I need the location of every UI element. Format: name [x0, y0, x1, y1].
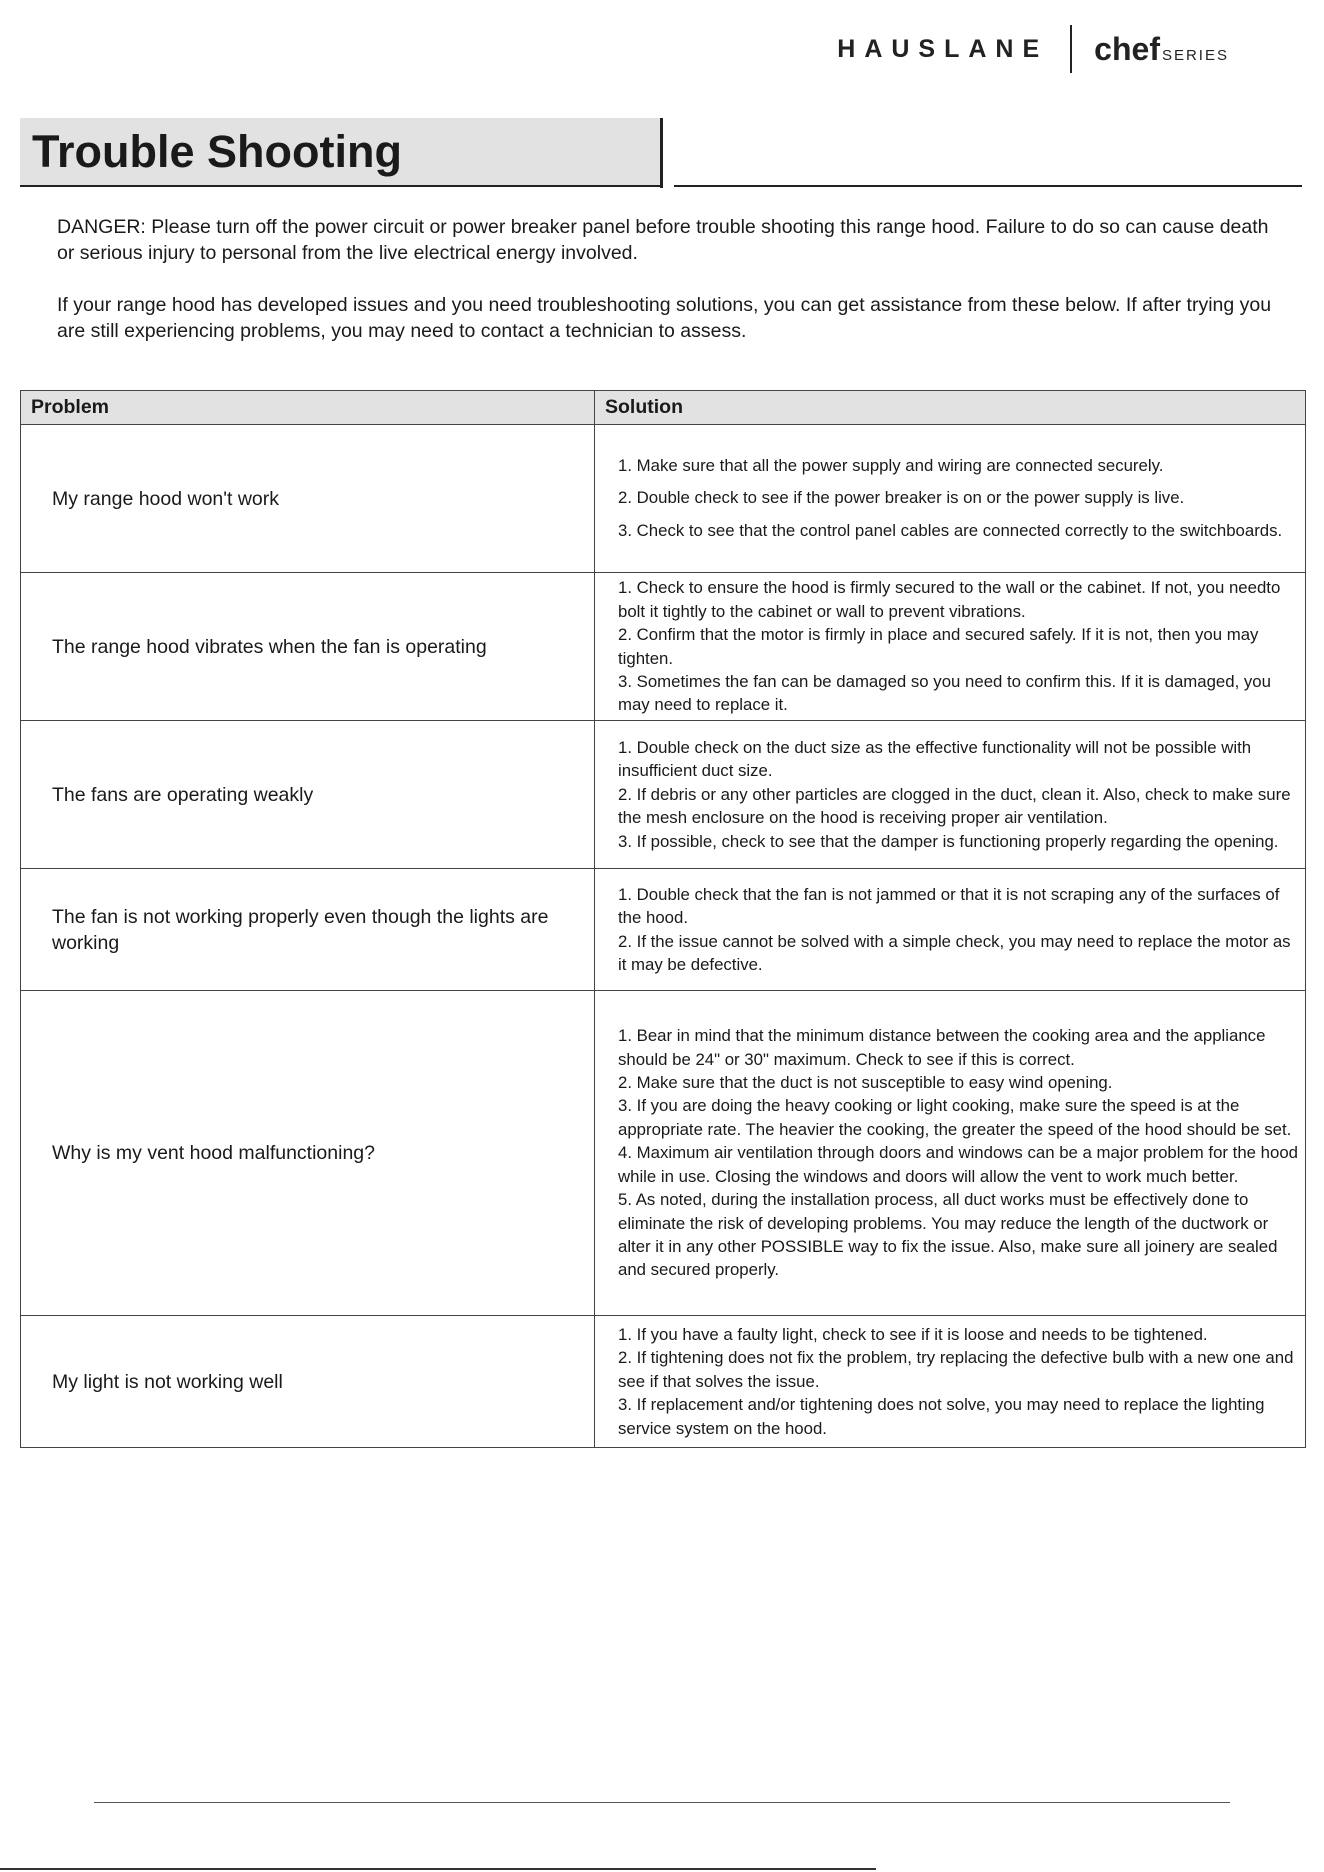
table-row [21, 869, 1306, 991]
danger-paragraph: DANGER: Please turn off the power circuit or power breaker panel before trouble shooting this range hood. Failure to do so can cause death or serious injury to personal from the live electrical energy involved. [57, 216, 1269, 264]
solution-item: 1. Bear in mind that the minimum distance between the cooking area and the appliance should be 24" or 30" maximum. Check to see if this is correct. [618, 1026, 1266, 1069]
solution-item: 1. If you have a faulty light, check to see if it is loose and needs to be tightened. [618, 1324, 1208, 1344]
solution-cell [595, 425, 1306, 573]
brand-name: HAUSLANE [837, 34, 1049, 63]
solution-item: 2. Make sure that the duct is not susceptible to easy wind opening. [618, 1073, 1113, 1093]
solution-item: 3. Check to see that the control panel cables are connected correctly to the switchboards. [618, 520, 1283, 540]
solution-cell [595, 869, 1306, 991]
solution-item: 2. Confirm that the motor is firmly in place and secured safely. If it is not, then you may tighten. [618, 625, 1259, 668]
table-header-row [21, 391, 1306, 425]
solution-cell [595, 573, 1306, 721]
solution-item: 2. If debris or any other particles are clogged in the duct, clean it. Also, check to make sure the mesh enclosure on the hood is receiving proper air ventilation. [618, 784, 1291, 828]
solution-item: 2. If tightening does not fix the problem, try replacing the defective bulb with a new one and see if that solves the issue. [618, 1348, 1294, 1391]
solution-cell [595, 721, 1306, 869]
solution-item: 3. If you are doing the heavy cooking or light cooking, make sure the speed is at the appropriate rate. The heavier the cooking, the greater the speed of the hood should be set. [618, 1096, 1292, 1139]
problem-cell: The fans are operating weakly [21, 721, 595, 869]
table-row [21, 991, 1306, 1316]
solution-item: 1. Make sure that all the power supply and wiring are connected securely. [618, 455, 1164, 475]
table-row [21, 721, 1306, 869]
solution-item: 5. As noted, during the installation process, all duct works must be effectively done to eliminate the risk of developing problems. You may reduce the length of the ductwork or alter it in any other POSSIBLE way to fix the issue. Also, make sure all joinery are sealed and secured properly. [618, 1190, 1278, 1280]
assistance-paragraph: If your range hood has developed issues and you need troubleshooting solutions, you can get assistance from these below. If after trying you are still experiencing problems, you may need to contact a technician to assess. [57, 294, 1272, 342]
brand-logo [837, 24, 1229, 74]
header-solution: Solution [595, 391, 1306, 425]
solution-item: 4. Maximum air ventilation through doors and windows can be a major problem for the hood while in use. Closing the windows and doors will allow the vent to work much better. [618, 1143, 1299, 1186]
brand-chef-text: chef [1094, 30, 1160, 67]
solution-item: 2. Double check to see if the power breaker is on or the power supply is live. [618, 488, 1185, 508]
footer-divider [94, 1802, 1230, 1803]
problem-cell: The fan is not working properly even though the lights are working [21, 869, 595, 991]
problem-cell: Why is my vent hood malfunctioning? [21, 991, 595, 1316]
solution-item: 1. Double check that the fan is not jammed or that it is not scraping any of the surfaces of the hood. [618, 884, 1280, 928]
table-row [21, 573, 1306, 721]
brand-series-text: SERIES [1161, 46, 1229, 64]
title-underline-left [20, 185, 662, 187]
table-row [21, 1316, 1306, 1448]
header-problem: Problem [21, 391, 595, 425]
problem-cell: My range hood won't work [21, 425, 595, 573]
solution-item: 3. If possible, check to see that the damper is functioning properly regarding the opening. [618, 831, 1279, 851]
solution-item: 3. If replacement and/or tightening does not solve, you may need to replace the lighting service system on the hood. [618, 1395, 1265, 1438]
title-divider [660, 118, 663, 188]
solution-cell [595, 991, 1306, 1316]
problem-cell: My light is not working well [21, 1316, 595, 1448]
solution-item: 1. Check to ensure the hood is firmly secured to the wall or the cabinet. If not, you needto bolt it tightly to the cabinet or wall to prevent vibrations. [618, 578, 1281, 621]
title-underline-right [674, 185, 1302, 187]
solution-cell [595, 1316, 1306, 1448]
solution-item: 3. Sometimes the fan can be damaged so you need to confirm this. If it is damaged, you may need to replace it. [618, 671, 1271, 715]
table-row [21, 425, 1306, 573]
brand-series-mark [1072, 31, 1229, 68]
problem-cell: The range hood vibrates when the fan is operating [21, 573, 595, 721]
troubleshooting-table [20, 390, 1306, 1448]
solution-item: 2. If the issue cannot be solved with a simple check, you may need to replace the motor as it may be defective. [618, 931, 1291, 974]
bottom-edge-rule [0, 1868, 876, 1870]
solution-item: 1. Double check on the duct size as the effective functionality will not be possible with insufficient duct size. [618, 737, 1252, 781]
page-title: Trouble Shooting [32, 126, 402, 177]
